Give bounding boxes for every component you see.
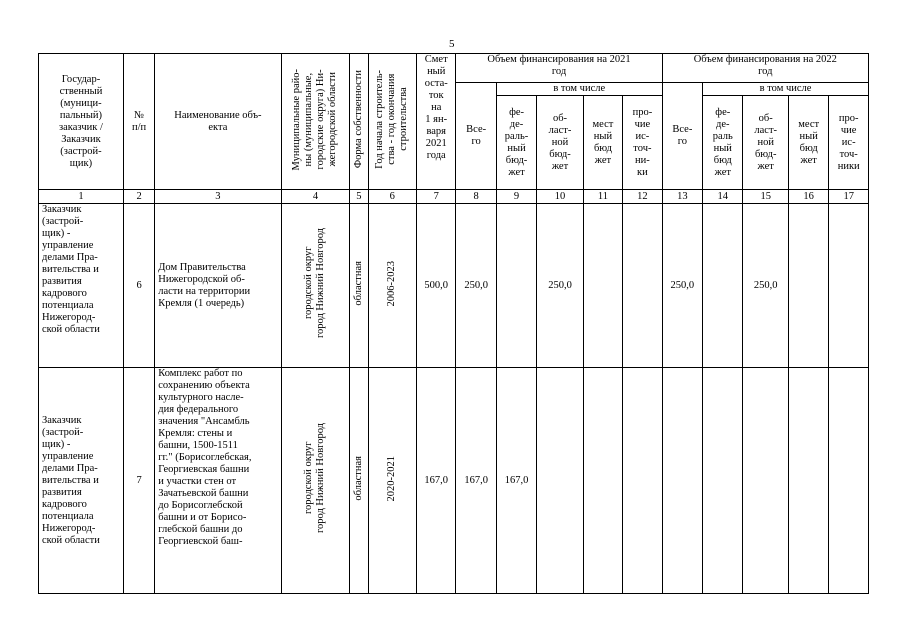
column-number: 3 — [155, 190, 281, 204]
column-number: 1 — [39, 190, 124, 204]
row-municipality: городской округ город Нижний Новгород — [281, 204, 350, 368]
row-2022-total — [662, 368, 702, 594]
row-2021-total: 250,0 — [456, 204, 496, 368]
row-object-name: Дом Правительства Нижегородской об- ласти на территории Кремля (1 очередь) — [155, 204, 281, 368]
header-2022-local: мест ный бюд жет — [788, 96, 828, 190]
header-2022-including: в том числе — [703, 83, 869, 96]
column-number: 2 — [123, 190, 154, 204]
row-years: 2006-2023 — [368, 204, 417, 368]
row-2021-federal — [496, 204, 536, 368]
row-object-name: Комплекс работ по сохранению объекта культурного насле- дия федерального значения "Ансамбль Кремля: стены и башни, 1500-1511 гг." (Борисоглебская, Георгиевская башни и участки стен от Зачатьевской башни до Борисоглебской башни и от Борисо- глебской башни до Георгиевской баш- — [155, 368, 281, 594]
header-2022-federal: фе- де- раль ный бюд жет — [703, 96, 743, 190]
row-2022-local — [788, 204, 828, 368]
financing-table — [38, 53, 869, 594]
column-number: 14 — [703, 190, 743, 204]
header-2021-other: про- чие ис- точ- ни- ки — [623, 96, 662, 190]
header-customer: Государ- ственный (муници- пальный) заказчик / Заказчик (застрой- щик) — [39, 54, 124, 190]
column-number: 13 — [662, 190, 702, 204]
row-municipality: городской округ город Нижний Новгород — [281, 368, 350, 594]
column-number: 8 — [456, 190, 496, 204]
header-2021-total: Все- го — [456, 83, 496, 190]
header-remaining: Смет ный оста- ток на 1 ян- варя 2021 года — [417, 54, 456, 190]
row-2021-total: 167,0 — [456, 368, 496, 594]
row-2022-federal — [703, 368, 743, 594]
column-number: 5 — [350, 190, 368, 204]
column-number: 9 — [496, 190, 536, 204]
row-years: 2020-2021 — [368, 368, 417, 594]
row-2022-federal — [703, 204, 743, 368]
row-2021-regional: 250,0 — [537, 204, 583, 368]
column-number: 17 — [829, 190, 869, 204]
column-number: 15 — [743, 190, 788, 204]
row-2021-federal: 167,0 — [496, 368, 536, 594]
row-remaining: 500,0 — [417, 204, 456, 368]
table-row — [39, 204, 869, 368]
header-ownership: Форма собственности — [350, 54, 368, 190]
row-number: 7 — [123, 368, 154, 594]
row-2022-regional: 250,0 — [743, 204, 788, 368]
header-2022-other: про- чие ис- точ- ники — [829, 96, 869, 190]
column-number: 10 — [537, 190, 583, 204]
page-number: 5 — [449, 38, 455, 50]
table-row — [39, 368, 869, 594]
row-number: 6 — [123, 204, 154, 368]
header-2021-federal: фе- де- раль- ный бюд- жет — [496, 96, 536, 190]
column-number: 12 — [623, 190, 662, 204]
header-2021-regional: об- ласт- ной бюд- жет — [537, 96, 583, 190]
row-2022-other — [829, 204, 869, 368]
row-2021-other — [623, 368, 662, 594]
header-2022-regional: об- ласт- ной бюд- жет — [743, 96, 788, 190]
header-2021-local: мест ный бюд жет — [583, 96, 622, 190]
header-funding-2021: Объем финансирования на 2021 год — [456, 54, 662, 83]
row-2022-total: 250,0 — [662, 204, 702, 368]
column-number: 7 — [417, 190, 456, 204]
row-customer: Заказчик (застрой- щик) - управление делами Пра- вительства и развития кадрового потенциала Нижегород- ской области — [39, 204, 124, 368]
header-2022-total: Все- го — [662, 83, 702, 190]
row-ownership: областная — [350, 368, 368, 594]
row-2021-local — [583, 368, 622, 594]
row-2021-local — [583, 204, 622, 368]
header-municipality: Муниципальные райо- ны (муниципальные, городские округа) Ни- жегородской области — [281, 54, 350, 190]
column-number-row — [39, 190, 869, 204]
row-2021-regional — [537, 368, 583, 594]
header-years: Год начала строитель- ства - год окончания строительства — [368, 54, 417, 190]
column-number: 6 — [368, 190, 417, 204]
row-2022-other — [829, 368, 869, 594]
header-funding-2022: Объем финансирования на 2022 год — [662, 54, 868, 83]
row-2022-regional — [743, 368, 788, 594]
row-ownership: областная — [350, 204, 368, 368]
row-2021-other — [623, 204, 662, 368]
header-number: № п/п — [123, 54, 154, 190]
row-remaining: 167,0 — [417, 368, 456, 594]
row-2022-local — [788, 368, 828, 594]
column-number: 11 — [583, 190, 622, 204]
header-object-name: Наименование объ- екта — [155, 54, 281, 190]
column-number: 16 — [788, 190, 828, 204]
column-number: 4 — [281, 190, 350, 204]
header-2021-including: в том числе — [496, 83, 662, 96]
row-customer: Заказчик (застрой- щик) - управление делами Пра- вительства и развития кадрового потенциала Нижегород- ской области — [39, 368, 124, 594]
